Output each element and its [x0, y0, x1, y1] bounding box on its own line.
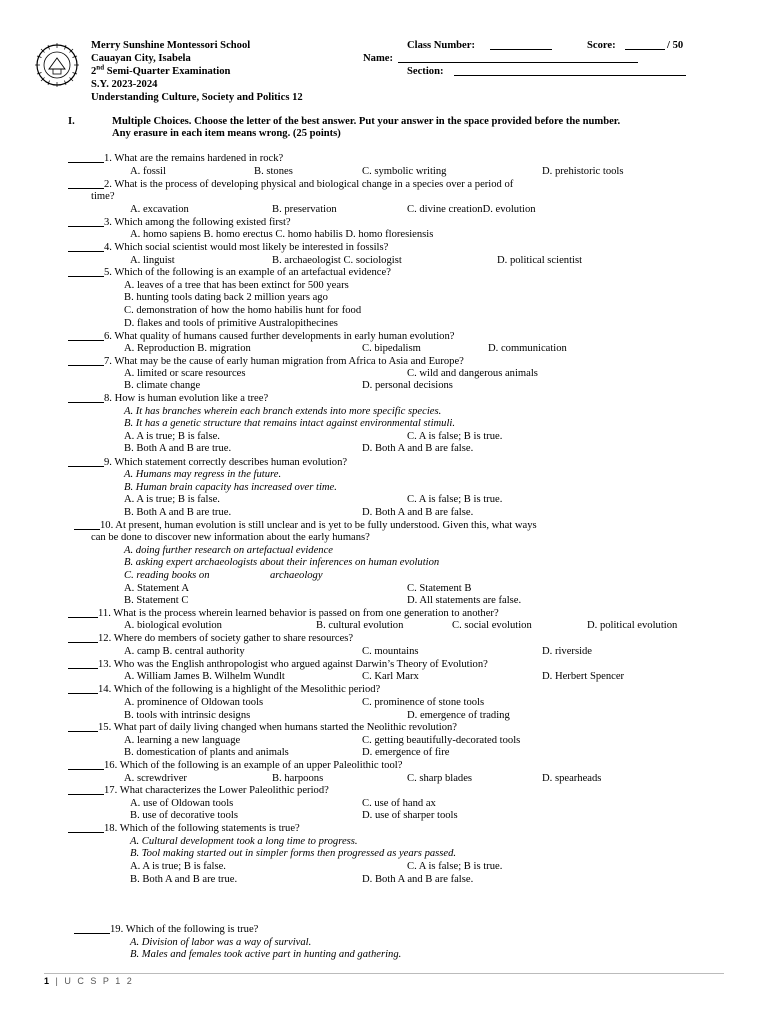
page-footer: 1 | U C S P 1 2 [44, 976, 134, 986]
question-4: 4. Which social scientist would most likely be interested in fossils? [104, 242, 389, 253]
section-label: Section: [407, 66, 444, 77]
class-number-label: Class Number: [407, 40, 475, 51]
question-12: 12. Where do members of society gather to share resources? [98, 633, 354, 644]
statement: A. Cultural development took a long time to progress. [130, 836, 358, 847]
answer-blank[interactable] [68, 608, 98, 618]
option: D. Herbert Spencer [542, 671, 625, 682]
answer-blank[interactable] [68, 823, 104, 833]
question-8: 8. How is human evolution like a tree? [104, 393, 269, 404]
option: B. Statement C [124, 595, 189, 606]
statement: B. asking expert archaeologists about their inferences on human evolution [124, 557, 440, 568]
option: C. A is false; B is true. [407, 431, 503, 442]
option: A. Reproduction B. migration [124, 343, 251, 354]
option: D. prehistoric tools [542, 166, 624, 177]
answer-blank[interactable] [68, 785, 104, 795]
option: D. personal decisions [362, 380, 453, 391]
option: A. camp B. central authority [124, 646, 245, 657]
statement: archaeology [270, 570, 323, 581]
option: A. prominence of Oldowan tools [124, 697, 264, 708]
option: A. William James B. Wilhelm Wundlt [124, 671, 285, 682]
option: C. Statement B [407, 583, 472, 594]
option: A. screwdriver [124, 773, 187, 784]
option: C. symbolic writing [362, 166, 447, 177]
instructions-line-1: Multiple Choices. Choose the letter of the best answer. Put your answer in the space provided before the number. [112, 116, 621, 127]
question-14: 14. Which of the following is a highlight of the Mesolithic period? [98, 684, 381, 695]
option: C. use of hand ax [362, 798, 436, 809]
question-19: 19. Which of the following is true? [110, 924, 259, 935]
option: B. cultural evolution [316, 620, 404, 631]
option: B. hunting tools dating back 2 million years ago [124, 292, 328, 303]
option: B. Both A and B are true. [124, 443, 232, 454]
page-number: 1 [44, 976, 52, 986]
option: A. A is true; B is false. [124, 494, 220, 505]
option: B. harpoons [272, 773, 324, 784]
option: A. Statement A [124, 583, 190, 594]
option: D. spearheads [542, 773, 602, 784]
question-5: 5. Which of the following is an example of an artefactual evidence? [104, 267, 391, 278]
option: D. Both A and B are false. [362, 507, 474, 518]
question-2-cont: time? [91, 191, 115, 202]
option: C. bipedalism [362, 343, 421, 354]
question-9: 9. Which statement correctly describes human evolution? [104, 457, 348, 468]
question-2: 2. What is the process of developing physical and biological change in a species over a period of [104, 179, 514, 190]
question-11: 11. What is the process wherein learned behavior is passed on from one generation to another? [98, 608, 499, 619]
option: A. leaves of a tree that has been extinct for 500 years [124, 280, 349, 291]
option: C. A is false; B is true. [407, 494, 503, 505]
option: D. political scientist [497, 255, 583, 266]
question-1: 1. What are the remains hardened in rock? [104, 153, 284, 164]
instructions-line-2: Any erasure in each item means wrong. (25 points) [112, 128, 341, 139]
answer-blank[interactable] [68, 457, 104, 467]
option: A. biological evolution [124, 620, 222, 631]
question-6: 6. What quality of humans caused further developments in early human evolution? [104, 331, 455, 342]
option: A. limited or scare resources [124, 368, 246, 379]
class-number-field[interactable] [490, 40, 552, 50]
footer-divider [44, 973, 724, 974]
option: D. communication [488, 343, 567, 354]
statement: B. Tool making started out in simpler forms then progressed as years passed. [130, 848, 457, 859]
option: A. homo sapiens B. homo erectus C. homo habilis D. homo floresiensis [130, 229, 434, 240]
school-city: Cauayan City, Isabela [91, 53, 191, 64]
option: D. Both A and B are false. [362, 874, 474, 885]
name-field[interactable] [398, 53, 638, 63]
answer-blank[interactable] [68, 760, 104, 770]
option: D. use of sharper tools [362, 810, 458, 821]
section-number: I. [68, 116, 75, 127]
option: B. archaeologist C. sociologist [272, 255, 402, 266]
option: A. A is true; B is false. [124, 431, 220, 442]
option: B. Both A and B are true. [124, 507, 232, 518]
score-label: Score: [587, 40, 616, 51]
statement: B. Males and females took active part in hunting and gathering. [130, 949, 402, 960]
question-10: 10. At present, human evolution is still unclear and is yet to be fully understood. Given this, what ways [100, 520, 537, 531]
option: D. All statements are false. [407, 595, 522, 606]
answer-blank[interactable] [68, 633, 98, 643]
answer-blank[interactable] [74, 520, 100, 530]
answer-blank[interactable] [68, 331, 104, 341]
question-3: 3. Which among the following existed first? [104, 217, 291, 228]
question-7: 7. What may be the cause of early human migration from Africa to Asia and Europe? [104, 356, 464, 367]
question-13: 13. Who was the English anthropologist who argued against Darwin’s Theory of Evolution? [98, 659, 488, 670]
score-total: / 50 [667, 40, 684, 51]
question-10-cont: can be done to discover new information about the early humans? [91, 532, 370, 543]
answer-blank[interactable] [74, 924, 110, 934]
school-seal-logo [34, 42, 80, 88]
answer-blank[interactable] [68, 659, 98, 669]
option: A. fossil [130, 166, 166, 177]
option: A. use of Oldowan tools [130, 798, 234, 809]
section-field[interactable] [454, 66, 686, 76]
option: A. excavation [130, 204, 189, 215]
statement: A. Division of labor was a way of survival. [130, 937, 312, 948]
option: C. Karl Marx [362, 671, 419, 682]
answer-blank[interactable] [68, 684, 98, 694]
exam-title: 2nd Semi-Quarter Examination [91, 63, 231, 77]
option: B. use of decorative tools [130, 810, 238, 821]
question-15: 15. What part of daily living changed when humans started the Neolithic revolution? [98, 722, 458, 733]
statement: A. doing further research on artefactual evidence [124, 545, 333, 556]
name-label: Name: [363, 53, 394, 64]
option: C. demonstration of how the homo habilis hunt for food [124, 305, 362, 316]
option: C. getting beautifully-decorated tools [362, 735, 521, 746]
option: B. Both A and B are true. [130, 874, 238, 885]
option: A. learning a new language [124, 735, 241, 746]
answer-blank[interactable] [68, 393, 104, 403]
question-17: 17. What characterizes the Lower Paleolithic period? [104, 785, 329, 796]
option: C. sharp blades [407, 773, 473, 784]
option: B. preservation [272, 204, 337, 215]
statement: A. It has branches wherein each branch extends into more specific species. [124, 406, 442, 417]
option: B. stones [254, 166, 293, 177]
option: C. social evolution [452, 620, 532, 631]
answer-blank[interactable] [68, 153, 104, 163]
option: A. A is true; B is false. [130, 861, 226, 872]
subject-title: Understanding Culture, Society and Politics 12 [91, 92, 303, 103]
school-year: S.Y. 2023-2024 [91, 79, 158, 90]
option: D. emergence of trading [407, 710, 510, 721]
question-18: 18. Which of the following statements is true? [104, 823, 300, 834]
question-16: 16. Which of the following is an example of an upper Paleolithic tool? [104, 760, 403, 771]
school-name: Merry Sunshine Montessori School [91, 40, 251, 51]
statement: B. It has a genetic structure that remains intact against environmental stimuli. [124, 418, 456, 429]
option: B. tools with intrinsic designs [124, 710, 251, 721]
option: D. flakes and tools of primitive Australopithecines [124, 318, 338, 329]
option: B. climate change [124, 380, 201, 391]
statement: C. reading books on [124, 570, 210, 581]
option: C. divine creationD. evolution [407, 204, 536, 215]
answer-blank[interactable] [68, 217, 104, 227]
option: C. wild and dangerous animals [407, 368, 538, 379]
option: D. riverside [542, 646, 593, 657]
answer-blank[interactable] [68, 356, 104, 366]
option: C. prominence of stone tools [362, 697, 485, 708]
score-field[interactable] [625, 40, 665, 50]
course-code: U C S P 1 2 [64, 976, 134, 986]
answer-blank[interactable] [68, 267, 104, 277]
statement: B. Human brain capacity has increased over time. [124, 482, 337, 493]
option: D. Both A and B are false. [362, 443, 474, 454]
option: C. A is false; B is true. [407, 861, 503, 872]
option: A. linguist [130, 255, 175, 266]
statement: A. Humans may regress in the future. [124, 469, 282, 480]
answer-blank[interactable] [68, 179, 104, 189]
answer-blank[interactable] [68, 242, 104, 252]
answer-blank[interactable] [68, 722, 98, 732]
option: D. emergence of fire [362, 747, 450, 758]
option: D. political evolution [587, 620, 678, 631]
option: C. mountains [362, 646, 419, 657]
option: B. domestication of plants and animals [124, 747, 289, 758]
